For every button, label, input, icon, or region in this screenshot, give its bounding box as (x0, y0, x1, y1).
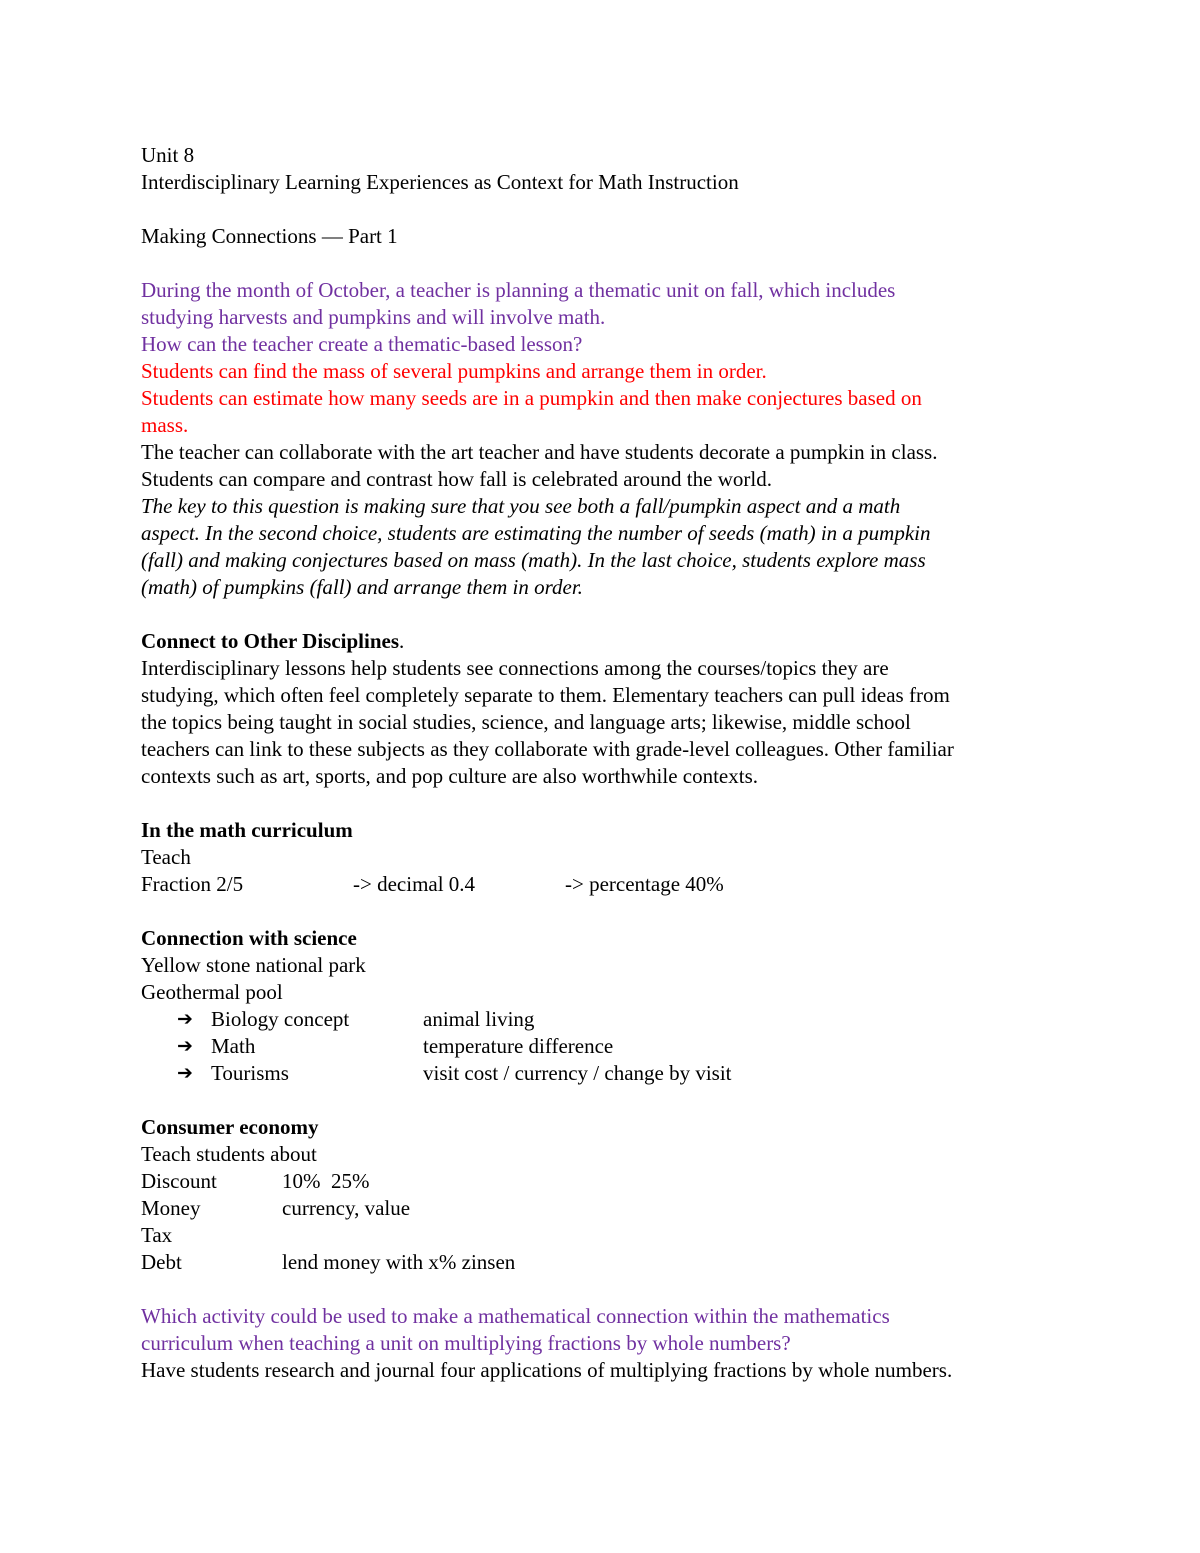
decimal-value: -> decimal 0.4 (353, 872, 476, 896)
economy-row (141, 1195, 1061, 1222)
arrow-bullet-icon: ➔ (177, 1062, 193, 1084)
question-prompt-line: studying harvests and pumpkins and will involve math. (141, 305, 606, 329)
paragraph-line: studying, which often feel completely separate to them. Elementary teachers can pull ideas from (141, 683, 950, 707)
paragraph-line: Interdisciplinary lessons help students see connections among the courses/topics they are (141, 656, 889, 680)
answer-option: The teacher can collaborate with the art teacher and have students decorate a pumpkin in class. (141, 440, 938, 464)
explanation-line: The key to this question is making sure that you see both a fall/pumpkin aspect and a math (141, 494, 901, 518)
teach-label: Teach (141, 845, 191, 869)
correct-answer: Students can estimate how many seeds are in a pumpkin and then make conjectures based on (141, 386, 922, 410)
unit-label: Unit 8 (141, 143, 195, 167)
correct-answer: Students can find the mass of several pumpkins and arrange them in order. (141, 359, 767, 383)
bullet-value: visit cost / currency / change by visit (423, 1061, 732, 1085)
economy-row (141, 1249, 1061, 1276)
economy-value: currency, value (282, 1196, 411, 1220)
answer-line: Have students research and journal four applications of multiplying fractions by whole numbers. (141, 1358, 953, 1382)
economy-label: Discount (141, 1169, 217, 1193)
connect-heading-line (141, 628, 1061, 655)
fraction-value: Fraction 2/5 (141, 872, 244, 896)
heading-period: . (399, 629, 405, 653)
arrow-bullet-icon: ➔ (177, 1035, 193, 1057)
science-line: Yellow stone national park (141, 953, 366, 977)
section-heading: Connect to Other Disciplines (141, 629, 400, 653)
section-subtitle: Making Connections — Part 1 (141, 224, 398, 248)
economy-label: Money (141, 1196, 201, 1220)
list-item (141, 1033, 1061, 1060)
answer-option: Students can compare and contrast how fall is celebrated around the world. (141, 467, 772, 491)
economy-value: 10% 25% (282, 1169, 370, 1193)
explanation-line: (math) of pumpkins (fall) and arrange them in order. (141, 575, 583, 599)
bullet-label: Tourisms (211, 1061, 289, 1085)
economy-label: Tax (141, 1223, 173, 1247)
economy-row (141, 1222, 1061, 1249)
arrow-bullet-icon: ➔ (177, 1008, 193, 1030)
bullet-label: Math (211, 1034, 256, 1058)
science-line: Geothermal pool (141, 980, 283, 1004)
bullet-value: animal living (423, 1007, 535, 1031)
bullet-label: Biology concept (211, 1007, 350, 1031)
document-page (141, 142, 1061, 1384)
question-prompt-line: During the month of October, a teacher is planning a thematic unit on fall, which includes (141, 278, 896, 302)
list-item (141, 1006, 1061, 1033)
economy-value: lend money with x% zinsen (282, 1250, 516, 1274)
economy-label: Debt (141, 1250, 182, 1274)
conversion-row (141, 871, 1061, 898)
question-prompt-line: curriculum when teaching a unit on multiplying fractions by whole numbers? (141, 1331, 791, 1355)
paragraph-line: the topics being taught in social studies, science, and language arts; likewise, middle school (141, 710, 911, 734)
economy-row (141, 1168, 1061, 1195)
document-title: Interdisciplinary Learning Experiences as Context for Math Instruction (141, 170, 739, 194)
question-prompt-line: Which activity could be used to make a mathematical connection within the mathematics (141, 1304, 890, 1328)
paragraph-line: contexts such as art, sports, and pop culture are also worthwhile contexts. (141, 764, 759, 788)
economy-intro: Teach students about (141, 1142, 317, 1166)
paragraph-line: teachers can link to these subjects as they collaborate with grade-level colleagues. Other familiar (141, 737, 954, 761)
explanation-line: aspect. In the second choice, students are estimating the number of seeds (math) in a pumpkin (141, 521, 931, 545)
bullet-value: temperature difference (423, 1034, 614, 1058)
list-item (141, 1060, 1061, 1087)
section-heading: Consumer economy (141, 1115, 319, 1139)
question-prompt-line: How can the teacher create a thematic-based lesson? (141, 332, 583, 356)
section-heading: In the math curriculum (141, 818, 353, 842)
section-heading: Connection with science (141, 926, 357, 950)
explanation-line: (fall) and making conjectures based on mass (math). In the last choice, students explore mass (141, 548, 926, 572)
correct-answer: mass. (141, 413, 189, 437)
percentage-value: -> percentage 40% (565, 872, 724, 896)
